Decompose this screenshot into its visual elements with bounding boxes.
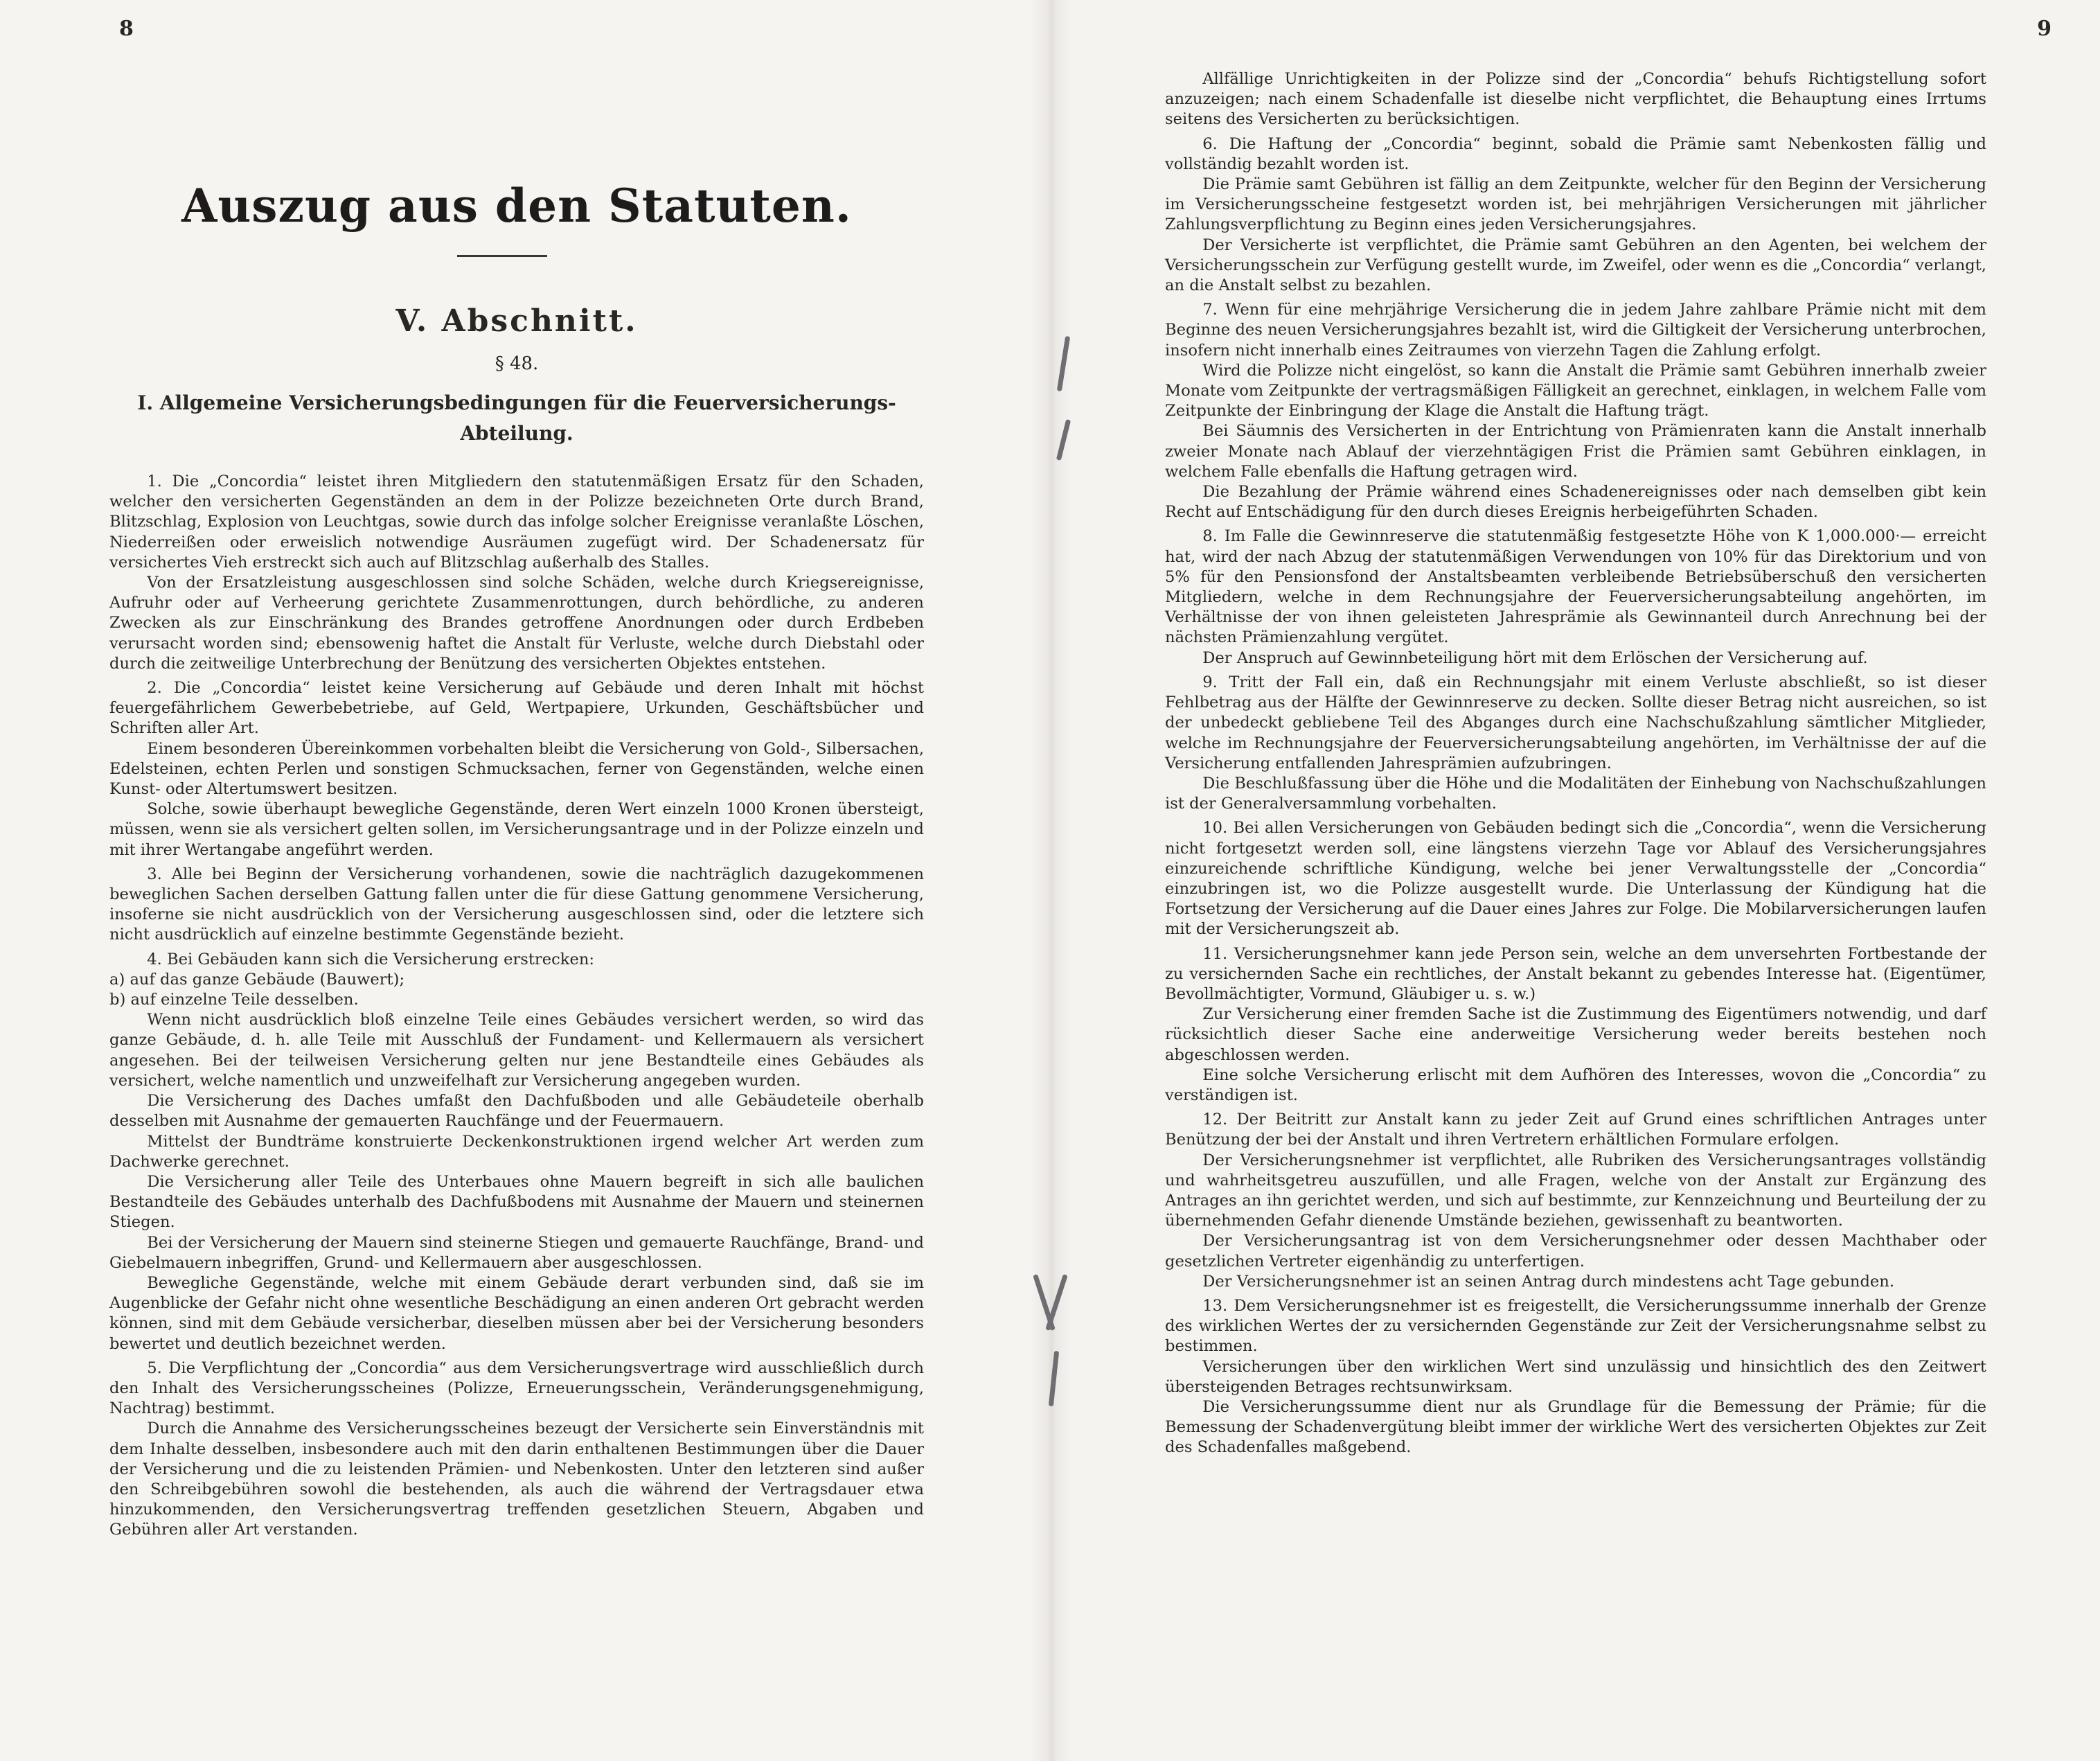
body-paragraph: Solche, sowie überhaupt bewegliche Gegenstände, deren Wert einzeln 1000 Kronen übersteigt, müssen, wenn sie als versichert gelten sollen, im Versicherungsantrage und in der Polizze einzeln und mit ihrer Wertangabe angeführt werden. [109, 800, 924, 859]
page-number-left: 8 [119, 17, 134, 41]
title-rule [457, 255, 547, 257]
list-item: b) auf einzelne Teile desselben. [109, 991, 359, 1009]
body-paragraph: Bei Säumnis des Versicherten in der Entrichtung von Prämienraten kann die Anstalt innerhalb zweier Monate nach Ablauf der vierzehntägigen Frist die Prämien samt Gebühren einklagen, in welchem Falle ebenfalls die Haftung getragen wird. [1165, 422, 1986, 481]
body-paragraph: 8. Im Falle die Gewinnreserve die statutenmäßig festgesetzte Höhe von K 1,000.000·— erreicht hat, wird der nach Abzug der statutenmäßigen Verwendungen von 10% für das Direktorium und von 5% für den Pensionsfond der Anstaltsbeamten verbleibende Betriebsüberschuß den versicherten Mitgliedern, welche in dem Rechnungsjahre der Feuerversicherungsabteilung angehörten, im Verhältnisse der von ihnen geleisteten Jahresprämie als Gewinnanteil durch Anrechnung bei der nächsten Prämienzahlung vergütet. [1165, 527, 1986, 647]
body-paragraph: 7. Wenn für eine mehrjährige Versicherung die in jedem Jahre zahlbare Prämie nicht mit dem Beginne des neuen Versicherungsjahres bezahlt ist, wird die Giltigkeit der Versicherung unterbrochen, insofern nicht innerhalb eines Zeitraumes von vierzehn Tagen die Zahlung erfolgt. [1165, 301, 1986, 360]
right-text-column [1165, 69, 1986, 1458]
body-paragraph: Eine solche Versicherung erlischt mit dem Aufhören des Interesses, wovon die „Concordia“ zu verständigen ist. [1165, 1065, 1986, 1104]
book-gutter [1031, 0, 1072, 1761]
list-item: a) auf das ganze Gebäude (Bauwert); [109, 970, 405, 989]
body-paragraph: 11. Versicherungsnehmer kann jede Person sein, welche an dem unversehrten Fortbestande der zu versichernden Sache ein rechtliches, der Anstalt bekannt zu gebendes Interesse hat. (Eigentümer, Bevollmächtigter, Vormund, Gläubiger u. s. w.) [1165, 944, 1986, 1003]
body-paragraph: 2. Die „Concordia“ leistet keine Versicherung auf Gebäude und deren Inhalt mit höchst feuergefährlichem Gewerbebetriebe, auf Geld, Wertpapiere, Urkunden, Geschäftsbücher und Schriften aller Art. [109, 679, 924, 738]
body-paragraph: Versicherungen über den wirklichen Wert sind unzulässig und hinsichtlich des den Zeitwert übersteigenden Betrages rechtsunwirksam. [1165, 1357, 1986, 1396]
section-heading: V. Abschnitt. [395, 303, 638, 339]
page-number-right: 9 [2037, 17, 2052, 41]
body-paragraph: Die Versicherung des Daches umfaßt den Dachfußboden und alle Gebäudeteile oberhalb desselben mit Ausnahme der gemauerten Rauchfänge und der Feuermauern. [109, 1092, 924, 1131]
left-page [0, 0, 1047, 1761]
body-paragraph: 12. Der Beitritt zur Anstalt kann zu jeder Zeit auf Grund eines schriftlichen Antrages unter Benützung der bei der Anstalt und ihren Vertretern erhältlichen Formulare erfolgen. [1165, 1110, 1986, 1149]
body-paragraph: Durch die Annahme des Versicherungsscheines bezeugt der Versicherte sein Einverständnis mit dem Inhalte desselben, insbesondere auch mit den darin enthaltenen Bestimmungen über die Dauer der Versicherung und die zu leistenden Prämien- und Nebenkosten. Unter den letzteren sind außer den Schreibgebühren sowohl die bestehenden, als auch die während der Vertragsdauer etwa hinzukommenden, den Versicherungsvertrag treffenden gesetzlichen Steuern, Abgaben und Gebühren aller Art verstanden. [109, 1419, 924, 1539]
body-paragraph: 4. Bei Gebäuden kann sich die Versicherung erstrecken: [147, 950, 594, 968]
body-paragraph: Allfällige Unrichtigkeiten in der Polizze sind der „Concordia“ behufs Richtigstellung sofort anzuzeigen; nach einem Schadenfalle ist dieselbe nicht verpflichtet, die Behauptung eines Irrtums seitens des Versicherten zu berücksichtigen. [1165, 70, 1986, 129]
left-text-column [109, 468, 924, 1541]
body-paragraph: Die Prämie samt Gebühren ist fällig an dem Zeitpunkte, welcher für den Beginn der Versicherung im Versicherungsscheine festgesetzt worden ist, bei mehrjährigen Versicherungen mit jährlicher Zahlungsverpflichtung zu Beginn eines jeden Versicherungsjahres. [1165, 175, 1986, 234]
body-paragraph: Die Versicherung aller Teile des Unterbaues ohne Mauern begreift in sich alle baulichen Bestandteile des Gebäudes unterhalb des Dachfußbodens mit Ausnahme der Mauern und steinernen Stiegen. [109, 1172, 924, 1232]
body-paragraph: Wenn nicht ausdrücklich bloß einzelne Teile eines Gebäudes versichert werden, so wird das ganze Gebäude, d. h. alle Teile mit Ausschluß der Fundament- und Kellermauern als versichert angesehen. Bei der teilweisen Versicherung gelten nur jene Bestandteile eines Gebäudes als versichert, welche namentlich und unzweifelhaft zur Versicherung angegeben wurden. [109, 1011, 924, 1090]
body-paragraph: Der Versicherungsnehmer ist an seinen Antrag durch mindestens acht Tage gebunden. [1202, 1272, 1895, 1291]
body-paragraph: Die Bezahlung der Prämie während eines Schadenereignisses oder nach demselben gibt kein Recht auf Entschädigung für den durch dieses Ereignis herbeigeführten Schaden. [1165, 483, 1986, 522]
subheading: I. Allgemeine Versicherungsbedingungen für die Feuerversicherungs-Abteilung. [137, 391, 896, 445]
body-paragraph: Die Versicherungssumme dient nur als Grundlage für die Bemessung der Prämie; für die Bemessung der Schadenvergütung bleibt immer der wirkliche Wert des versicherten Objektes zur Zeit des Schadenfalles maßgebend. [1165, 1398, 1986, 1457]
body-paragraph: Wird die Polizze nicht eingelöst, so kann die Anstalt die Prämie samt Gebühren innerhalb zweier Monate vom Zeitpunkte der vertragsmäßigen Fälligkeit an gerechnet, einklagen, in welchem Falle vom Zeitpunkte der Einbringung der Klage die Anstalt die Haftung trägt. [1165, 361, 1986, 421]
body-paragraph: 9. Tritt der Fall ein, daß ein Rechnungsjahr mit einem Verluste abschließt, so ist dieser Fehlbetrag aus der Hälfte der Gewinnreserve zu decken. Sollte dieser Betrag nicht ausreichen, so ist der unbedeckt gebliebene Teil des Abganges durch eine Nachschußzahlung sämtlicher Mitglieder, welche im Rechnungsjahre der Feuerversicherungsabteilung angehörten, im Verhältnisse der auf die Versicherung entfallenden Jahresprämien aufzubringen. [1165, 673, 1986, 772]
body-paragraph: 5. Die Verpflichtung der „Concordia“ aus dem Versicherungsvertrage wird ausschließlich durch den Inhalt des Versicherungsscheines (Polizze, Erneuerungsschein, Veränderungsgenehmigung, Nachtrag) bestimmt. [109, 1359, 924, 1418]
body-paragraph: Von der Ersatzleistung ausgeschlossen sind solche Schäden, welche durch Kriegsereignisse, Aufruhr oder auf Verheerung gerichtete Zusammenrottungen, durch behördliche, zu anderen Zwecken als zur Einschränkung des Brandes getroffene Anordnungen oder durch Erdbeben verursacht worden sind; ebensowenig haftet die Anstalt für Verluste, welche durch Diebstahl oder durch die zeitweilige Unterbrechung der Benützung des versicherten Objektes entstehen. [109, 574, 924, 673]
body-paragraph: 1. Die „Concordia“ leistet ihren Mitgliedern den statutenmäßigen Ersatz für den Schaden, welcher den versicherten Gegenständen an dem in der Polizze bezeichneten Orte durch Brand, Blitzschlag, Explosion von Leuchtgas, sowie durch das infolge solcher Ereignisse veranlaßte Löschen, Niederreißen oder erweislich notwendige Ausräumen zugefügt wird. Der Schadenersatz für versichertes Vieh erstreckt sich auch auf Blitzschlag außerhalb des Stalles. [109, 472, 924, 572]
body-paragraph: Der Versicherungsnehmer ist verpflichtet, alle Rubriken des Versicherungsantrages vollständig und wahrheitsgetreu auszufüllen, und alle Fragen, welche von der Anstalt zur Ergänzung des Antrages an ihn gerichtet werden, und sich auf bestimmte, zur Kennzeichnung und Beurteilung der zu übernehmenden Gefahr dienende Umstände beziehen, gewissenhaft zu beantworten. [1165, 1151, 1986, 1230]
paragraph-number: § 48. [495, 353, 539, 374]
body-paragraph: 13. Dem Versicherungsnehmer ist es freigestellt, die Versicherungssumme innerhalb der Grenze des wirklichen Wertes der zu versichernden Gegenstände zur Zeit der Versicherungsnahme selbst zu bestimmen. [1165, 1296, 1986, 1356]
body-paragraph: Einem besonderen Übereinkommen vorbehalten bleibt die Versicherung von Gold-, Silbersachen, Edelsteinen, echten Perlen und sonstigen Schmucksachen, ferner von Gegenständen, welche einen Kunst- oder Altertumswert besitzen. [109, 739, 924, 799]
body-paragraph: 10. Bei allen Versicherungen von Gebäuden bedingt sich die „Concordia“, wenn die Versicherung nicht fortgesetzt werden soll, eine längstens vierzehn Tage vor Ablauf des Versicherungsjahres einzureichende schriftliche Kündigung, welche bei jener Verwaltungsstelle der „Concordia“ einzubringen ist, wo die Polizze ausgestellt wurde. Die Unterlassung der Kündigung hat die Fortsetzung der Versicherung auf die Dauer eines Jahres zur Folge. Die Mobilarversicherungen laufen mit der Versicherungszeit ab. [1165, 819, 1986, 939]
body-paragraph: Der Anspruch auf Gewinnbeteiligung hört mit dem Erlöschen der Versicherung auf. [1202, 648, 1868, 667]
page-title: Auszug aus den Statuten. [181, 179, 852, 233]
body-paragraph: 3. Alle bei Beginn der Versicherung vorhandenen, sowie die nachträglich dazugekommenen beweglichen Sachen derselben Gattung fallen unter die für diese Gattung genommene Versicherung, insoferne sie nicht ausdrücklich von der Versicherung ausgeschlossen sind, oder die letztere sich nicht ausdrücklich auf einzelne bestimmte Gegenstände bezieht. [109, 865, 924, 944]
body-paragraph: Bewegliche Gegenstände, welche mit einem Gebäude derart verbunden sind, daß sie im Augenblicke der Gefahr nicht ohne wesentliche Beschädigung an einen anderen Ort gebracht werden können, sind mit dem Gebäude versicherbar, dieselben müssen aber bei der Versicherung besonders bewertet und deutlich bezeichnet werden. [109, 1273, 924, 1353]
body-paragraph: Die Beschlußfassung über die Höhe und die Modalitäten der Einhebung von Nachschußzahlungen ist der Generalversammlung vorbehalten. [1165, 774, 1986, 813]
body-paragraph: Der Versicherte ist verpflichtet, die Prämie samt Gebühren an den Agenten, bei welchem der Versicherungsschein zur Verfügung gestellt wurde, im Zweifel, oder wenn es die „Concordia“ verlangt, an die Anstalt selbst zu bezahlen. [1165, 236, 1986, 295]
body-paragraph: Der Versicherungsantrag ist von dem Versicherungsnehmer oder dessen Machthaber oder gesetzlichen Vertreter eigenhändig zu unterfertigen. [1165, 1232, 1986, 1271]
body-paragraph: 6. Die Haftung der „Concordia“ beginnt, sobald die Prämie samt Nebenkosten fällig und vollständig bezahlt worden ist. [1165, 134, 1986, 173]
body-paragraph: Mittelst der Bundträme konstruierte Deckenkonstruktionen irgend welcher Art werden zum Dachwerke gerechnet. [109, 1132, 924, 1171]
body-paragraph: Bei der Versicherung der Mauern sind steinerne Stiegen und gemauerte Rauchfänge, Brand- und Giebelmauern inbegriffen, Grund- und Kellermauern aber ausgeschlossen. [109, 1233, 924, 1272]
body-paragraph: Zur Versicherung einer fremden Sache ist die Zustimmung des Eigentümers notwendig, und darf rücksichtlich dieser Sache eine anderweitige Versicherung weder bereits bestehen noch abgeschlossen werden. [1165, 1005, 1986, 1064]
